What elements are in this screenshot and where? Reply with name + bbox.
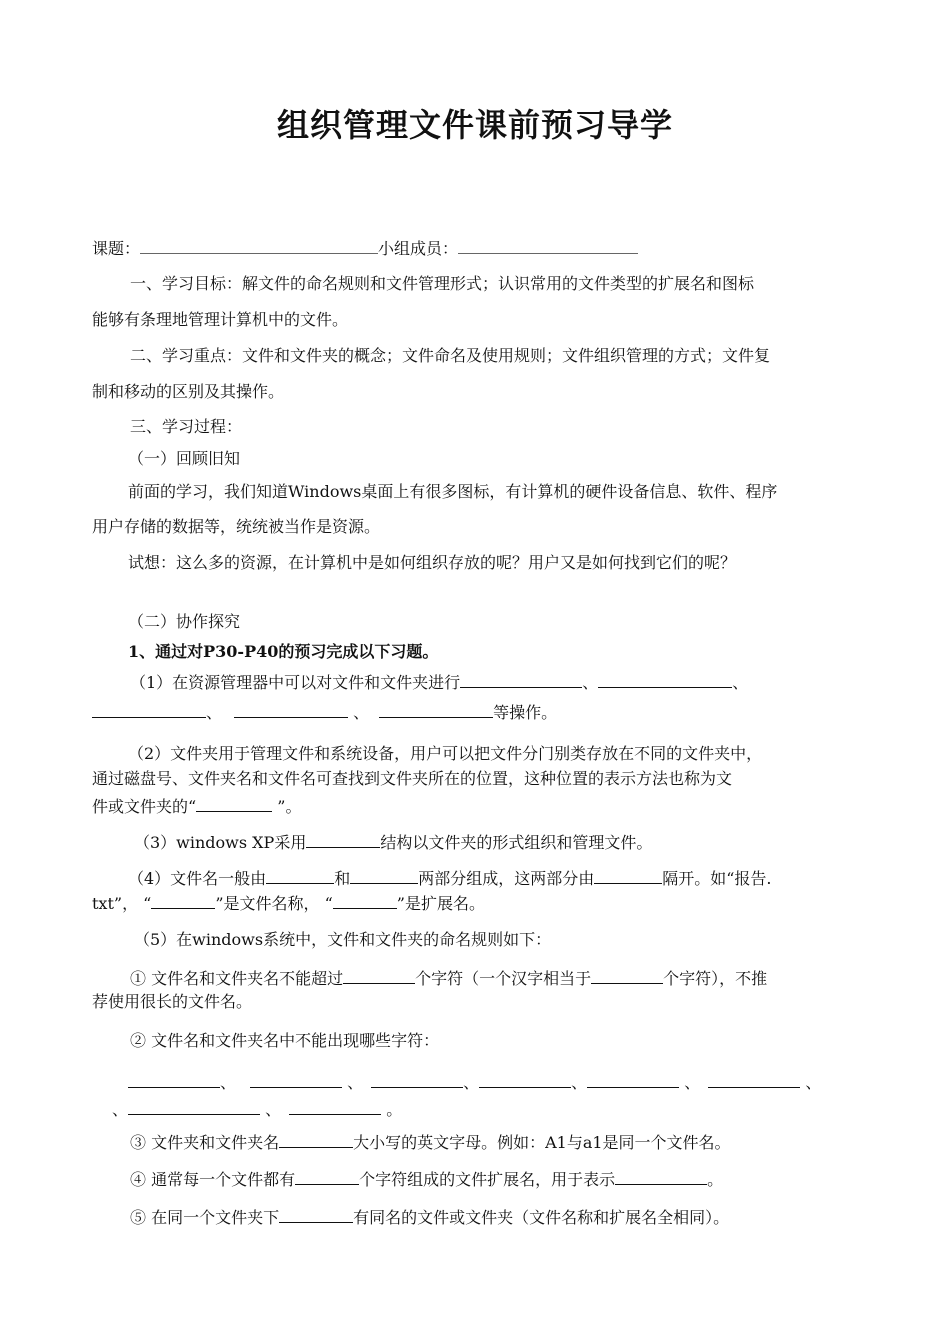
q2-line-2: 通过磁盘号、文件夹名和文件名可查找到文件夹所在的位置，这种位置的表示方法也称为文 <box>92 769 733 788</box>
q5-rule-2: ② 文件名和文件夹名中不能出现哪些字符： <box>130 1031 440 1050</box>
q5-rule-5 <box>130 1205 900 1229</box>
q1-blank-3[interactable] <box>92 700 206 718</box>
q4-text: 两部分组成，这两部分由 <box>418 869 595 888</box>
q1-line-1 <box>130 670 900 694</box>
char-blank-5[interactable] <box>587 1070 679 1088</box>
q1-end: 等操作。 <box>493 703 558 722</box>
q1-blank-2[interactable] <box>598 670 732 688</box>
q3-text: （3）windows XP采用 <box>134 833 307 852</box>
q4-blank-2[interactable] <box>350 866 418 884</box>
q1-sep: 、 <box>348 703 370 722</box>
think-question: 试想：这么多的资源，在计算机中是如何组织存放的呢？用户又是如何找到它们的呢？ <box>128 553 737 572</box>
goals-line-1: 一、学习目标：解文件的命名规则和文件管理形式；认识常用的文件类型的扩展名和图标 <box>130 274 755 293</box>
q1-sep: 、 <box>582 673 599 692</box>
collab-heading: （二）协作探究 <box>128 612 241 631</box>
q4-text: ”是扩展名。 <box>396 894 485 913</box>
q2-text: 件或文件夹的“ <box>92 797 197 816</box>
q5-blank-2[interactable] <box>591 966 663 984</box>
q3-blank[interactable] <box>306 830 380 848</box>
q4-text: （4）文件名一般由 <box>128 869 267 888</box>
q5-intro: （5）在windows系统中，文件和文件夹的命名规则如下： <box>134 930 552 949</box>
review-line-1: 前面的学习，我们知道Windows桌面上有很多图标，有计算机的硬件设备信息、软件、程序 <box>128 482 778 501</box>
char-blank-6[interactable] <box>708 1070 800 1088</box>
q1-blank-4[interactable] <box>234 700 348 718</box>
task-heading: 1、通过对P30-P40的预习完成以下习题。 <box>128 642 439 661</box>
q5-text: 个字符），不推 <box>663 969 768 988</box>
char-blank-3[interactable] <box>371 1070 463 1088</box>
q1-blank-5[interactable] <box>379 700 493 718</box>
q1-sep: 、 <box>206 703 223 722</box>
q5-rule-2-blanks-2 <box>112 1097 882 1121</box>
sep: 、 <box>220 1073 237 1092</box>
q5-text: ④ 通常每一个文件都有 <box>130 1170 296 1189</box>
review-heading: （一）回顾旧知 <box>128 449 241 468</box>
page-title: 组织管理文件课前预习导学 <box>276 106 673 144</box>
q5-rule-1-cont: 荐使用很长的文件名。 <box>92 992 253 1011</box>
process-heading: 三、学习过程： <box>130 417 243 436</box>
sep: 、 <box>260 1100 282 1119</box>
q4-text: ”是文件名称， “ <box>215 894 333 913</box>
q5-text: 大小写的英文字母。例如：A1与a1是同一个文件名。 <box>353 1133 731 1152</box>
q1-line-2 <box>92 700 862 724</box>
sep: 。 <box>381 1100 403 1119</box>
q4-blank-5[interactable] <box>333 891 397 909</box>
focus-line-1: 二、学习重点：文件和文件夹的概念；文件命名及使用规则；文件组织管理的方式；文件复 <box>130 346 771 365</box>
topic-label: 课题： <box>92 239 141 258</box>
char-blank-4[interactable] <box>479 1070 571 1088</box>
q5-blank-6[interactable] <box>279 1205 353 1223</box>
q5-rule-3 <box>130 1130 900 1154</box>
focus-line-2: 制和移动的区别及其操作。 <box>92 382 285 401</box>
q1-sep: 、 <box>732 673 749 692</box>
char-blank-8[interactable] <box>289 1097 381 1115</box>
q3-text: 结构以文件夹的形式组织和管理文件。 <box>380 833 653 852</box>
q5-text: 有同名的文件或文件夹（文件名称和扩展名全相同）。 <box>353 1208 730 1227</box>
q4-line-2 <box>92 891 862 915</box>
q5-text: ③ 文件夹和文件夹名 <box>130 1133 280 1152</box>
q5-blank-1[interactable] <box>343 966 415 984</box>
q5-text: 。 <box>707 1170 724 1189</box>
q5-rule-1 <box>130 966 900 990</box>
q4-blank-1[interactable] <box>266 866 334 884</box>
members-blank[interactable] <box>458 236 638 254</box>
q2-line-3 <box>92 794 862 818</box>
char-blank-7[interactable] <box>128 1097 260 1115</box>
q5-text: ① 文件名和文件夹名不能超过 <box>130 969 344 988</box>
q4-text: 和 <box>334 869 351 888</box>
q5-text: 个字符（一个汉字相当于 <box>415 969 592 988</box>
sep: 、 <box>342 1073 364 1092</box>
q1-blank-1[interactable] <box>460 670 582 688</box>
q4-blank-4[interactable] <box>151 891 215 909</box>
q2-blank[interactable] <box>196 794 272 812</box>
q2-line-1: （2）文件夹用于管理文件和系统设备，用户可以把文件分门别类存放在不同的文件夹中， <box>128 744 763 763</box>
q5-rule-2-blanks-1 <box>128 1070 898 1094</box>
header-row <box>92 236 862 260</box>
topic-blank[interactable] <box>140 236 378 254</box>
char-blank-2[interactable] <box>250 1070 342 1088</box>
q2-text: ”。 <box>272 797 302 816</box>
q5-blank-5[interactable] <box>615 1167 707 1185</box>
sep: 、 <box>571 1073 588 1092</box>
q4-blank-3[interactable] <box>594 866 662 884</box>
review-line-2: 用户存储的数据等，统统被当作是资源。 <box>92 517 381 536</box>
q1-text: （1）在资源管理器中可以对文件和文件夹进行 <box>130 673 461 692</box>
sep: 、 <box>800 1073 822 1092</box>
q5-blank-4[interactable] <box>295 1167 359 1185</box>
q4-text: txt”， “ <box>92 894 152 913</box>
q4-line-1 <box>128 866 898 890</box>
q5-rule-4 <box>130 1167 900 1191</box>
q3-line <box>134 830 904 854</box>
q5-blank-3[interactable] <box>279 1130 353 1148</box>
char-blank-1[interactable] <box>128 1070 220 1088</box>
q4-text: 隔开。如“报告. <box>662 869 772 888</box>
sep: 、 <box>112 1100 129 1119</box>
sep: 、 <box>679 1073 701 1092</box>
q5-text: 个字符组成的文件扩展名，用于表示 <box>359 1170 616 1189</box>
goals-line-2: 能够有条理地管理计算机中的文件。 <box>92 310 349 329</box>
q5-text: ⑤ 在同一个文件夹下 <box>130 1208 280 1227</box>
members-label: 小组成员： <box>378 239 459 258</box>
sep: 、 <box>463 1073 480 1092</box>
